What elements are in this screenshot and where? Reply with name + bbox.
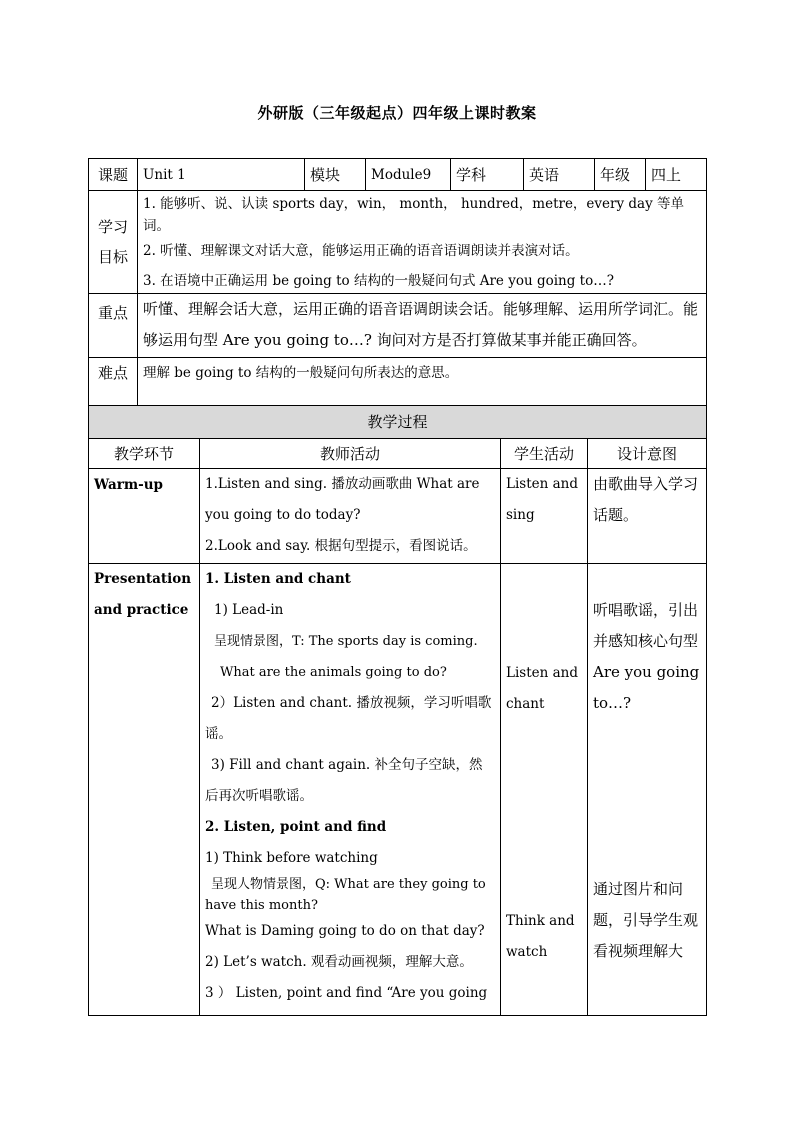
module-label: 模块: [305, 159, 366, 191]
difficulty-text: 理解 be going to 结构的一般疑问句所表达的意思。: [138, 358, 707, 406]
teacher-warmup: [200, 469, 501, 564]
grade-value: 四上: [646, 159, 707, 191]
objectives-label: 学习目标: [89, 191, 138, 294]
teacher-presentation: [200, 564, 501, 1016]
grade-label: 年级: [595, 159, 646, 191]
objectives-cell: [138, 191, 707, 294]
key-label: 重点: [89, 294, 138, 358]
subject-label: 学科: [451, 159, 524, 191]
purpose-chant: 听唱歌谣，引出并感知核心句型 Are you going to…?: [593, 601, 700, 712]
teaching-process-band: 教学过程: [89, 406, 707, 439]
objective-3: 3. 在语境中正确运用 be going to 结构的一般疑问句式 Are you going to…?: [143, 273, 614, 289]
s2-line-3: What is Daming going to do on that day?: [205, 923, 485, 939]
s2-line-4: 2) Let’s watch. 观看动画视频，理解大意。: [205, 954, 473, 970]
difficulty-label: 难点: [89, 358, 138, 406]
module-value: Module9: [366, 159, 451, 191]
header-teacher: 教师活动: [200, 439, 501, 469]
stage-presentation-line2: and practice: [94, 602, 189, 618]
s1-line-1: 1) Lead-in: [214, 602, 284, 618]
header-student: 学生活动: [501, 439, 588, 469]
student-presentation: [501, 564, 588, 1016]
student-warmup: Listen and sing: [501, 469, 588, 564]
topic-value: Unit 1: [138, 159, 305, 191]
header-purpose: 设计意图: [588, 439, 707, 469]
purpose-video: 通过图片和问题，引导学生观看视频理解大: [593, 880, 699, 960]
purpose-presentation: [588, 564, 707, 1016]
key-text: 听懂、理解会话大意，运用正确的语音语调朗读会话。能够理解、运用所学词汇。能够运用句型 Are you going to…? 询问对方是否打算做某事并能正确回答。: [138, 294, 707, 358]
subject-value: 英语: [524, 159, 595, 191]
objective-1: 1. 能够听、说、认读 sports day，win， month， hundred，metre，every day 等单词。: [143, 196, 685, 234]
warmup-step-1: 1.Listen and sing. 播放动画歌曲 What are you going to do today?: [205, 476, 480, 523]
topic-label: 课题: [89, 159, 138, 191]
s1-line-4: 2）Listen and chant. 播放视频，学习听唱歌谣。: [205, 695, 492, 742]
s2-line-5: 3 ） Listen, point and find “Are you going: [205, 985, 488, 1001]
page-title: 外研版（三年级起点）四年级上课时教案: [257, 104, 537, 122]
warmup-step-2: 2.Look and say. 根据句型提示，看图说话。: [205, 538, 477, 554]
lesson-info-table: [88, 158, 707, 406]
teaching-process-table: [88, 405, 707, 1016]
s1-line-3: What are the animals going to do?: [220, 665, 447, 680]
s1-line-5: 3) Fill and chant again. 补全句子空缺，然后再次听唱歌谣。: [205, 757, 483, 804]
stage-warmup: Warm-up: [89, 469, 200, 564]
objective-2: 2. 听懂、理解课文对话大意，能够运用正确的语音语调朗读并表演对话。: [143, 243, 579, 259]
purpose-warmup: 由歌曲导入学习话题。: [588, 469, 707, 564]
student-think-watch: Think and watch: [506, 913, 575, 960]
s2-line-1: 1) Think before watching: [205, 850, 378, 866]
header-stage: 教学环节: [89, 439, 200, 469]
stage-presentation: [89, 564, 200, 1016]
student-listen-chant: Listen and chant: [506, 665, 578, 712]
s1-line-2: 呈现情景图，T: The sports day is coming.: [214, 634, 478, 649]
section-1-title: 1. Listen and chant: [205, 571, 351, 587]
stage-presentation-line1: Presentation: [94, 571, 192, 587]
section-2-title: 2. Listen, point and find: [205, 819, 387, 835]
s2-line-2: 呈现人物情景图，Q: What are they going to have this month?: [205, 877, 486, 913]
